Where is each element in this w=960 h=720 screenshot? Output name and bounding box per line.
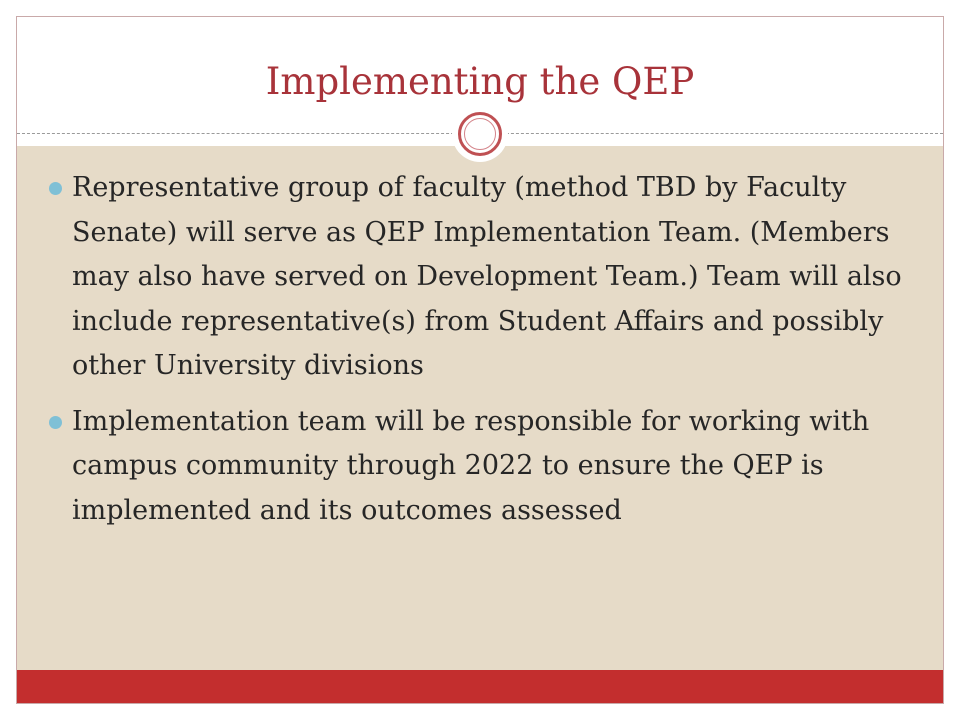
slide-title: Implementing the QEP <box>265 60 695 103</box>
bullet-text: Representative group of faculty (method TBD by Faculty Senate) will serve as QEP Implementation Team. (Members may also have served on Development Team.) Team will also include representative(s) from Student Affairs and possibly other University divisions <box>72 172 902 381</box>
bullet-item <box>47 166 917 389</box>
bullet-marker-icon <box>49 416 62 429</box>
bullet-list <box>47 166 917 544</box>
bottom-accent-bar <box>17 670 943 703</box>
bullet-text: Implementation team will be responsible for working with campus community through 2022 to ensure the QEP is implemented and its outcomes assessed <box>72 405 870 526</box>
circle-ornament-inner-ring <box>464 118 496 150</box>
bullet-marker-icon <box>49 182 62 195</box>
bullet-item <box>47 400 917 534</box>
